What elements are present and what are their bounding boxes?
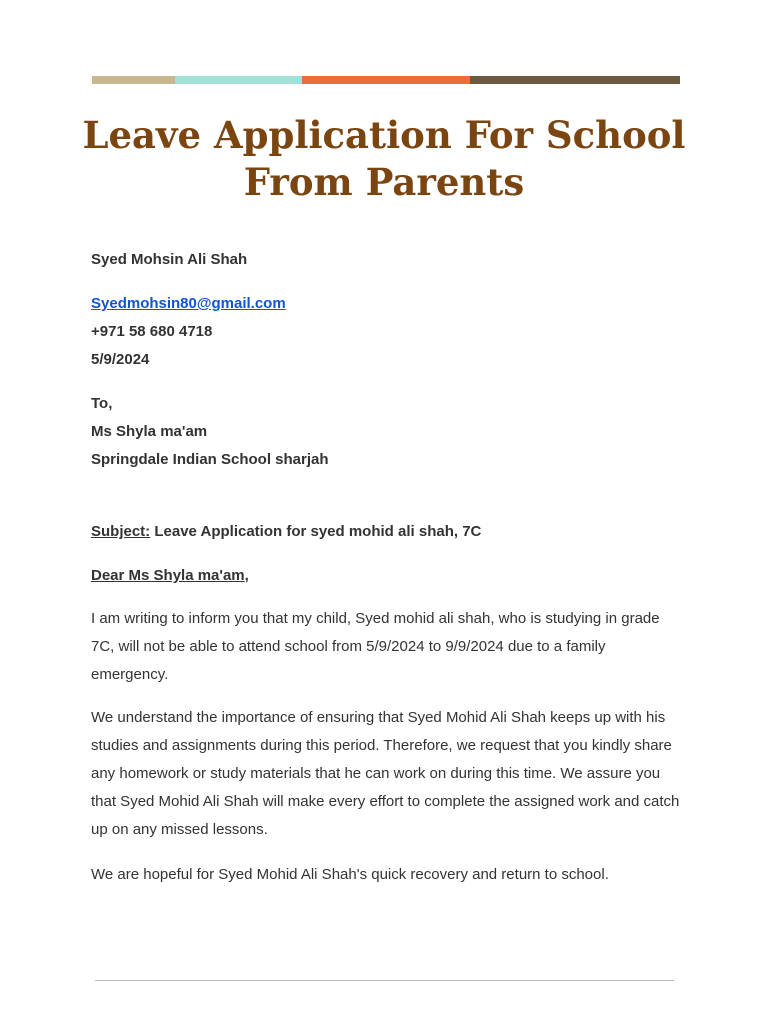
body-paragraph-1: I am writing to inform you that my child, Syed mohid ali shah, who is studying in grade 7C, will not be able to attend school from 5/9/2024 to 9/9/2024 due to a family emergency. bbox=[91, 610, 660, 683]
recipient-name: Ms Shyla ma'am bbox=[91, 423, 208, 440]
color-bar-segment-teal bbox=[175, 76, 302, 84]
salutation-text: Dear Ms Shyla ma'am bbox=[91, 567, 245, 584]
color-bar-segment-tan bbox=[92, 76, 175, 84]
subject-text: Leave Application for syed mohid ali shah, 7C bbox=[150, 523, 482, 540]
document-title: Leave Application For School From Parents bbox=[82, 113, 686, 204]
subject-line bbox=[91, 522, 481, 542]
color-bar-segment-brown bbox=[470, 76, 680, 84]
body-paragraph-2: We understand the importance of ensuring that Syed Mohid Ali Shah keeps up with his studies and assignments during this period. Therefore, we request that you kindly share any homework or study materials that he can work on during this time. We assure you that Syed Mohid Ali Shah will make every effort to complete the assigned work and catch up on any missed lessons. bbox=[91, 709, 680, 838]
decorative-color-bar bbox=[92, 76, 680, 84]
salutation-comma: , bbox=[244, 567, 249, 584]
subject-label: Subject: bbox=[91, 523, 151, 540]
sender-phone: +971 58 680 4718 bbox=[91, 323, 213, 340]
sender-name: Syed Mohsin Ali Shah bbox=[91, 251, 248, 268]
color-bar-segment-orange bbox=[302, 76, 470, 84]
recipient-school: Springdale Indian School sharjah bbox=[91, 451, 329, 468]
recipient-to: To, bbox=[91, 395, 113, 412]
letter-date: 5/9/2024 bbox=[91, 351, 150, 368]
body-paragraph-3: We are hopeful for Syed Mohid Ali Shah's quick recovery and return to school. bbox=[91, 866, 609, 883]
footer-divider bbox=[95, 980, 674, 981]
sender-email-link[interactable]: Syedmohsin80@gmail.com bbox=[91, 295, 286, 312]
salutation bbox=[91, 566, 249, 586]
